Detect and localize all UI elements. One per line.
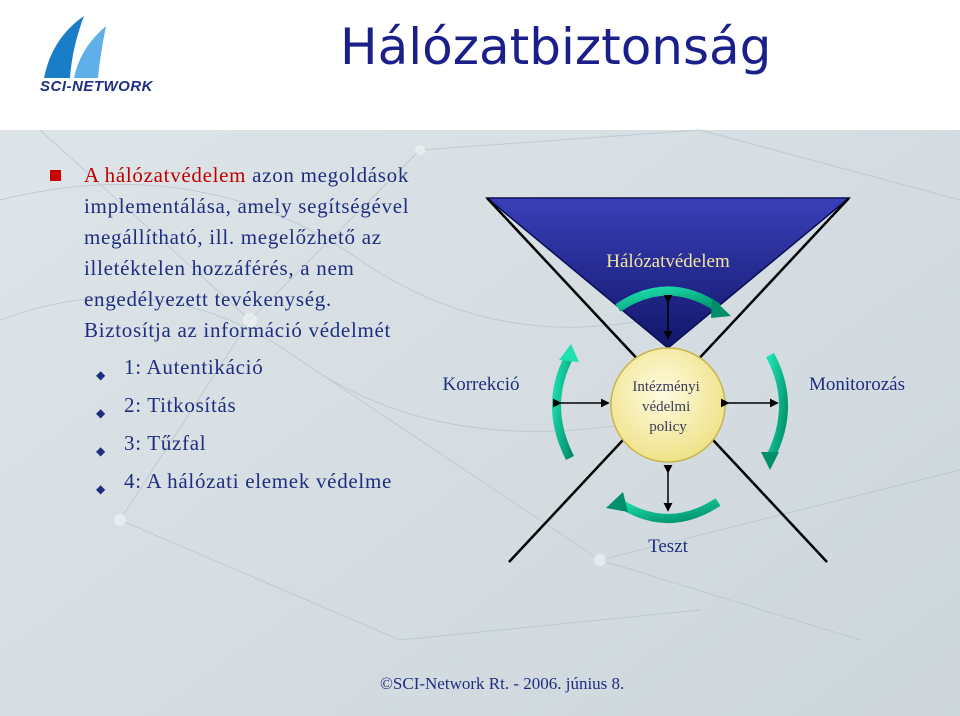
sub-bullet-list <box>40 352 420 497</box>
right-cycle-arrow-icon <box>770 355 784 458</box>
sub-bullet: ◆ 4: A hálózati elemek védelme <box>40 466 420 497</box>
sail-logo-icon <box>14 8 134 88</box>
left-cycle-arrow-icon <box>557 355 571 458</box>
company-logo <box>14 8 164 118</box>
main-bullet <box>40 160 420 346</box>
label-halozatvedelem: Hálózatvédelem <box>606 251 730 272</box>
diamond-bullet-icon: ◆ <box>96 368 106 382</box>
logo-text: SCI-NETWORK <box>40 78 153 95</box>
sub-bullet: ◆ 3: Tűzfal <box>40 428 420 459</box>
diamond-bullet-icon: ◆ <box>96 444 106 458</box>
policy-line: védelmi <box>641 399 691 415</box>
footer-copyright: ©SCI-Network Rt. - 2006. június 8. <box>380 674 625 693</box>
main-bullet-text: azon megoldások implementálása, amely segítségével megállítható, ill. megelőzhető az illetéktelen hozzáférés, a nem engedélyezett tevékenység. Biztosítja az információ védelmét <box>84 163 410 342</box>
diamond-bullet-icon: ◆ <box>96 406 106 420</box>
highlight-text: A hálózatvédelem <box>84 163 247 187</box>
slide-title: Hálózatbiztonság <box>340 18 772 76</box>
sub-bullet: ◆ 1: Autentikáció <box>40 352 420 383</box>
security-cycle-diagram <box>425 190 960 570</box>
diamond-bullet-icon: ◆ <box>96 482 106 496</box>
policy-line: policy <box>649 419 687 435</box>
sub-bullet: ◆ 2: Titkosítás <box>40 390 420 421</box>
square-bullet-icon <box>50 170 61 181</box>
label-korrekcio: Korrekció <box>442 374 520 395</box>
label-teszt: Teszt <box>648 536 688 557</box>
bullet-list <box>40 160 420 504</box>
label-monitorozas: Monitorozás <box>808 374 906 395</box>
policy-line: Intézményi <box>632 379 700 395</box>
